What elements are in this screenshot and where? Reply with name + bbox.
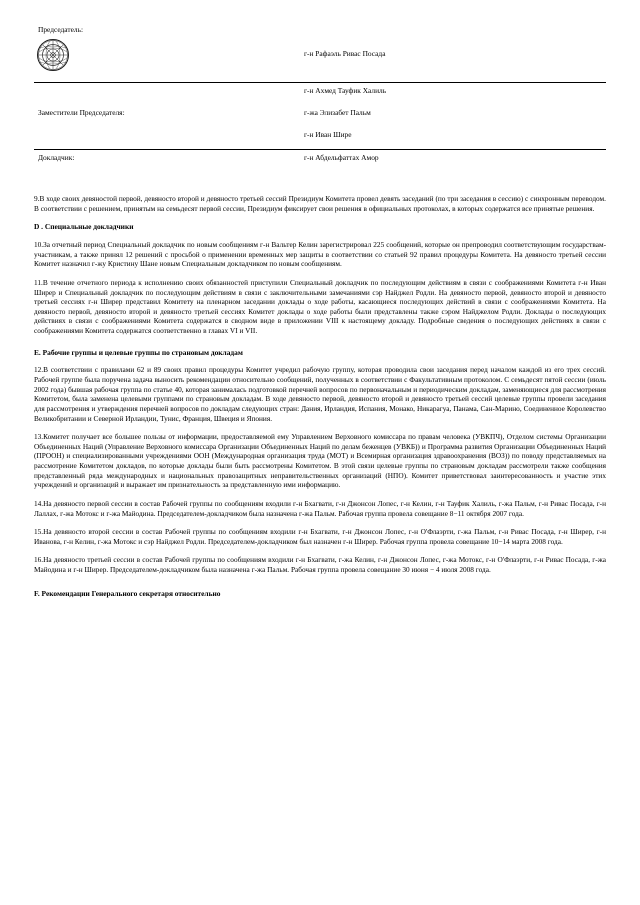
paragraph-10: 10.За отчетный период Специальный докладчик по новым сообщениям г-н Вальтер Келин зарегистрировал 225 сообщений, которые он препроводил соответствующим государствам-участникам, а также принял 12 решений с просьбой о применении временных мер защиты в соответствии со статьей 92 правил процедуры Комитета. На девяносто третьей сессии Комитет назначил г-жу Кристину Шане новым Специальным докладчиком по новым сообщениям. — [34, 240, 606, 269]
officers-table — [34, 26, 606, 172]
officer-label-3 — [34, 131, 302, 140]
officer-name-2: г-жа Элизабет Пальм — [304, 108, 371, 117]
paragraph-15: 15.На девяносто второй сессии в состав Рабочей группы по сообщениям входили г-н Бхагвати, г-н Джонсон Лопес, г-н О'Флаэрти, г-жа Пальм, г-н Ривас Посада, г-н Ширер, г-н Иванова, г-н Келин, г-жа Мотокс и сэр Найджел Родли. Председателем-докладчиком был назначен г-н Ширер. Рабочая группа провела совещание 10−14 марта 2008 года. — [34, 527, 606, 546]
document-body — [34, 194, 606, 598]
paragraph-13: 13.Комитет получает все большее пользы от информации, предоставляемой ему Управлением Верховного комиссара по правам человека (УВКПЧ), Отделом системы Организации Объединенных Наций (Управление Верховного комиссара Организации Объединенных Наций по делам беженцев (УВКБ)) и Программа развития Организации Объединенных Наций (ПРООН) и специализированными учреждениями ООН (Международная организация труда (МОТ) и Всемирная организация здравоохранения (ВОЗ)) по поводу представляемых на рассмотрение Комитетом докладов, по которые доклады были быть рассмотрены Комитетом. В этой связи целевые группы по страновым докладам рассмотрели также сообщения представленный ряда международных и национальных правозащитных неправительственных организаций (НПО). Комитет приветствовал заинтересованность и участие этих учреждений и организаций и выражает им признательность за представленную ими информацию. — [34, 432, 606, 490]
chairperson-row — [34, 26, 606, 82]
officer-row-3 — [34, 127, 606, 149]
officer-name-1: г-н Ахмед Тауфик Халиль — [304, 86, 387, 95]
section-heading-e: E. Рабочие группы и целевые группы по страновым докладам — [34, 347, 243, 357]
section-heading-d: D . Специальные докладчики — [34, 222, 134, 232]
un-emblem-icon — [36, 38, 70, 72]
paragraph-12: 12.В соответствии с правилами 62 и 89 своих правил процедуры Комитет учредил рабочую группу, которая проводила свои заседания перед началом каждой из его трех сессий. Рабочей группе была поручена задача выносить рекомендации относительно сообщений, полученных в соответствии с Факультативным протоколом. С семьдесят пятой сессии (июль 2002 года) бывшая рабочая группа по статье 40, которая занималась подготовкой перечней вопросов по первоначальным и периодическим докладам, заменяющиеся для рассмотрения Комитетом, была заменена целевыми группами по страновым докладам. В ходе девяносто первой, девяносто второй и девяносто третьей сессий целевые группы провели заседания для рассмотрения и утверждения перечней вопросов по докладам следующих стран: Дания, Ирландия, Испания, Монако, Никарагуа, Панама, Сан-Марино, Соединенное Королевство Великобритании и Северной Ирландии, Тунис, Франция, Швеция и Япония. — [34, 365, 606, 423]
officer-label-2: Заместители Председателя: — [38, 108, 125, 117]
paragraph-9: 9.В ходе своих девяностой первой, девяносто второй и девяносто третьей сессий Президиум Комитета провел девять заседаний (по три заседания в сессию) с синхронным переводом. В соответствии с решением, принятым на семьдесят первой сессии, Президиум фиксирует свои решения в официальных протоколах, в которых содержатся все принятые решения. — [34, 194, 606, 213]
officer-row-1 — [34, 83, 606, 105]
officer-name-3: г-н Иван Шире — [304, 130, 352, 139]
officer-row-2 — [34, 105, 606, 127]
paragraph-14: 14.На девяносто первой сессии в состав Рабочей группы по сообщениям входили г-н Бхагвати, г-н Джонсон Лопес, г-н Келин, г-н Тауфик Халиль, г-жа Пальм, г-н Ривас Посада, г-н Лаллах, г-жа Мотокс и г-жа Майодина. Председателем-докладчиком была назначена г-жа Пальм. Рабочая группа провела совещание 8−11 октября 2007 года. — [34, 498, 606, 518]
chairperson-name: г-н Рафаэль Ривас Посада — [304, 49, 386, 58]
officer-label-4: Докладчик: — [38, 153, 75, 162]
section-heading-f: F. Рекомендации Генерального секретаря относительно — [34, 588, 221, 598]
paragraph-11: 11.В течение отчетного периода к исполнению своих обязанностей приступили Специальный докладчик по последующим действиям в связи с соображениями Комитета г-н Иван Ширер и Специальный докладчик по последующим действиям в связи с заключительными замечаниями сэр Найджел Родли. На девяносто первой, девяносто второй и девяносто третьей сессиях г-н Ширер представил Комитету на пленарном заседании доклады о ходе работы, касающиеся последующих действий в связи с соображениями Комитета. На девяносто первой, девяносто второй и девяносто третьей сессиях Комитет доклады о ходе работы были представлены также сэром Найджелом Родли. Доклады о последующих действиях в связи с соображениями Комитета содержатся в сводном виде в приложении VIII к настоящему докладу. Подробные сведения о последующих действиях в связи с соображениями Комитета содержатся соответственно в главах VI и VII. — [34, 277, 606, 336]
officer-name-4: г-н Абдельфаттах Амор — [304, 153, 379, 162]
paragraph-16: 16.На девяносто третьей сессии в состав Рабочей группы по сообщениям входили г-н Бхагвати, г-жа Келин, г-н Джонсон Лопес, г-жа Мотокс, г-н О'Флаэрти, г-н Ривас Посада, г-жа Майодина и г-н Ширер. Председателем-докладчиком была назначена г-жа Пальм. Рабочая группа провела совещание 30 июня − 4 июля 2008 года. — [34, 555, 606, 575]
chairperson-label: Председатель: — [38, 25, 84, 34]
officer-label-1 — [34, 87, 302, 96]
officer-row-4 — [34, 150, 606, 172]
